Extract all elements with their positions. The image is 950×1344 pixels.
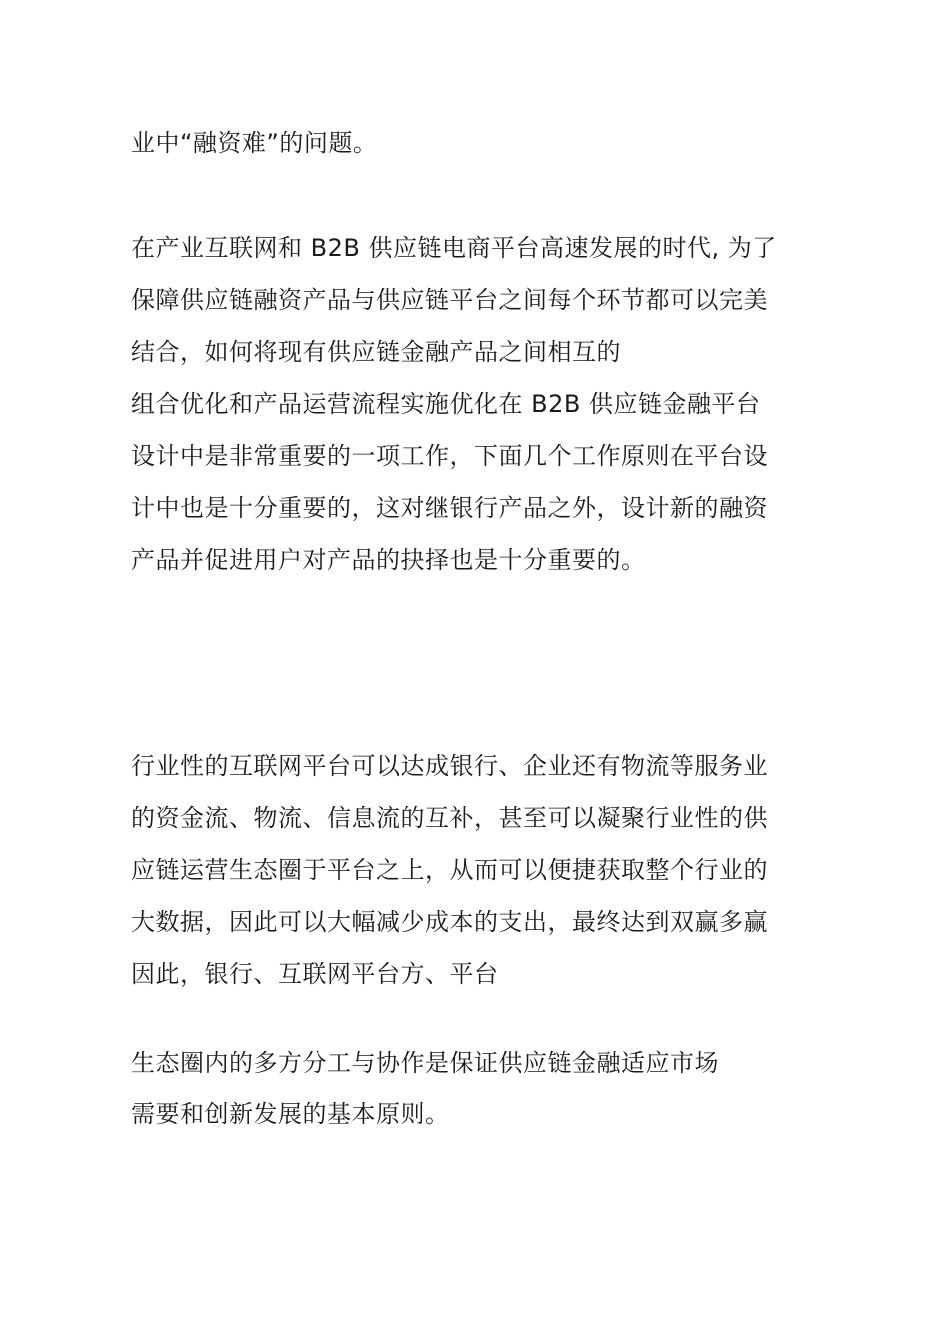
paragraph-3-line-3: 应链运营生态圈于平台之上，从而可以便捷获取整个行业的 <box>131 856 768 884</box>
paragraph-4-line-2: 需要和创新发展的基本原则。 <box>131 1100 450 1128</box>
paragraph-2-line-2: 保障供应链融资产品与供应链平台之间每个环节都可以完美 <box>131 286 768 314</box>
paragraph-3-line-2: 的资金流、物流、信息流的互补，甚至可以凝聚行业性的供 <box>131 804 768 832</box>
paragraph-2-line-4: 组合优化和产品运营流程实施优化在 B2B 供应链金融平台 <box>131 390 761 418</box>
paragraph-2-line-5: 设计中是非常重要的一项工作，下面几个工作原则在平台设 <box>131 442 768 470</box>
paragraph-2-line-6: 计中也是十分重要的，这对继银行产品之外，设计新的融资 <box>131 494 768 522</box>
paragraph-3-line-4: 大数据，因此可以大幅减少成本的支出，最终达到双赢多赢 <box>131 908 768 936</box>
paragraph-1-line-1: 业中“融资难”的问题。 <box>131 129 378 157</box>
paragraph-3-line-5: 因此，银行、互联网平台方、平台 <box>131 960 499 988</box>
paragraph-3-line-1: 行业性的互联网平台可以达成银行、企业还有物流等服务业 <box>131 752 768 780</box>
paragraph-2-line-1: 在产业互联网和 B2B 供应链电商平台高速发展的时代, 为了 <box>131 234 777 262</box>
paragraph-2-line-3: 结合，如何将现有供应链金融产品之间相互的 <box>131 338 621 366</box>
paragraph-4-line-1: 生态圈内的多方分工与协作是保证供应链金融适应市场 <box>131 1049 719 1077</box>
paragraph-2-line-7: 产品并促进用户对产品的抉择也是十分重要的。 <box>131 546 646 574</box>
